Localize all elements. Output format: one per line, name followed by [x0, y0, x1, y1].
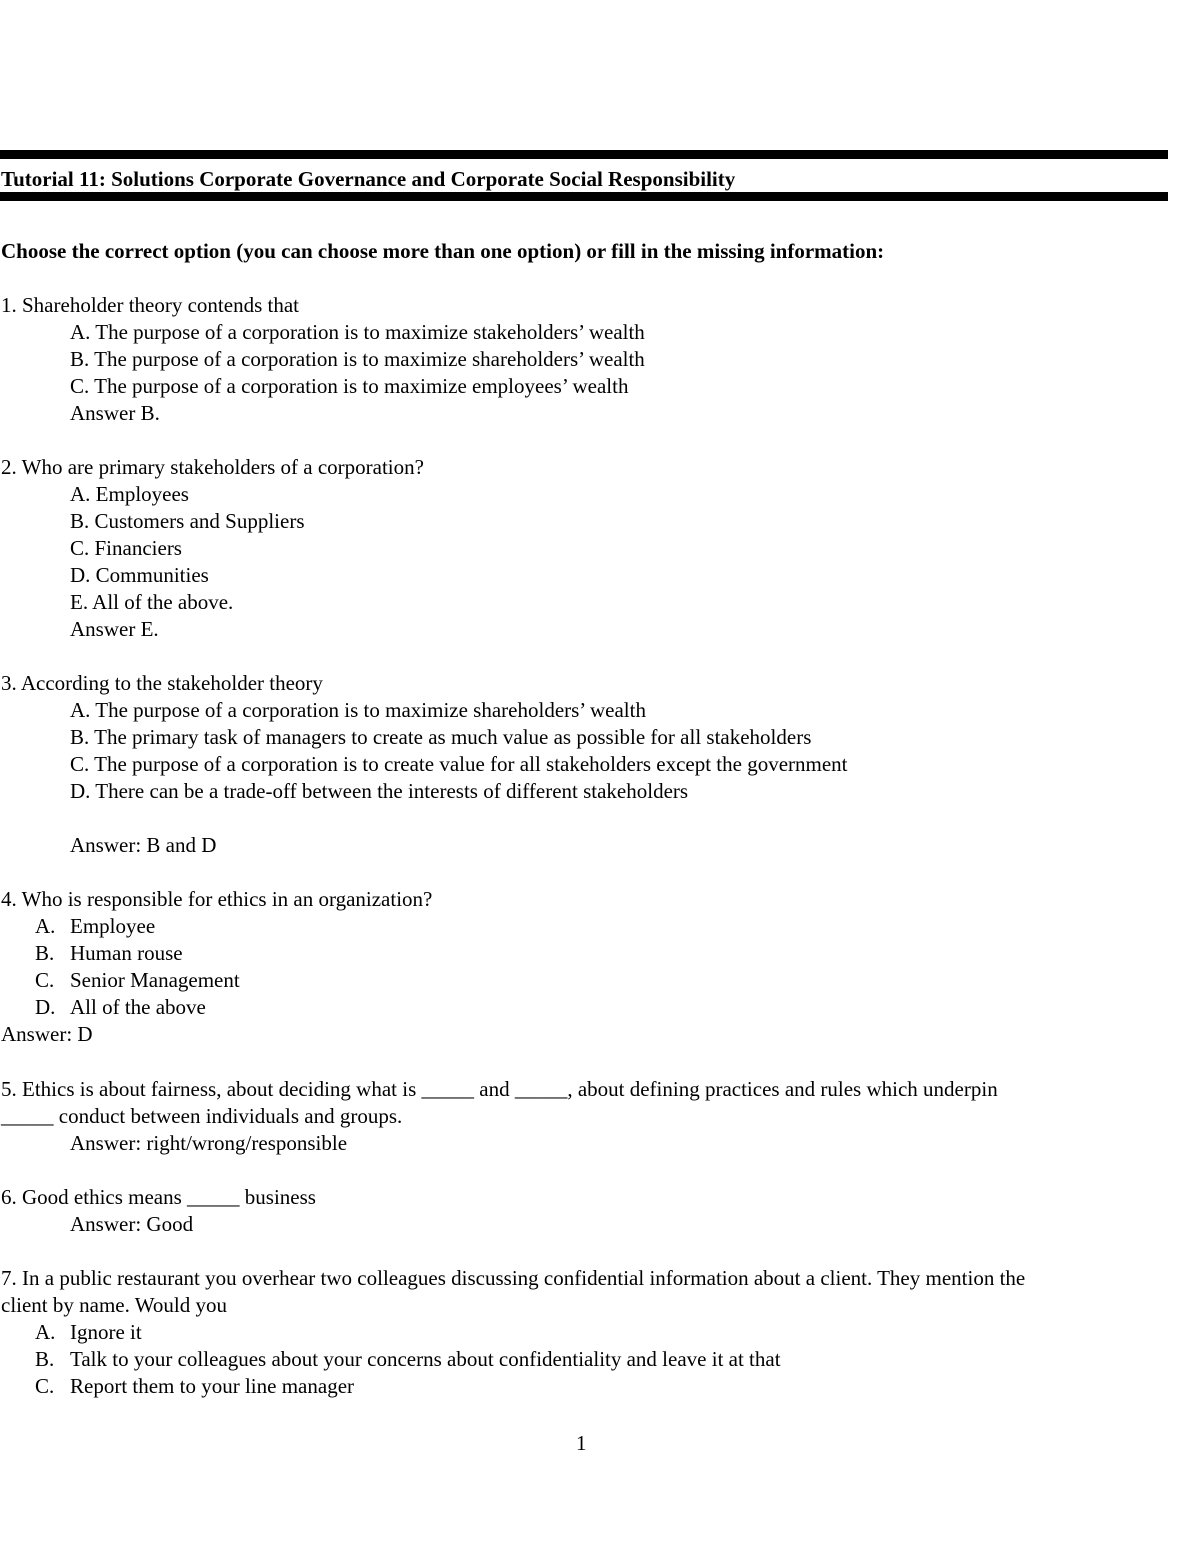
question-4-option-b-letter: B.	[35, 941, 55, 965]
question-6-answer: Answer: Good	[70, 1212, 194, 1236]
question-7-option-c-letter: C.	[35, 1374, 55, 1398]
question-2-option-e: E. All of the above.	[70, 590, 234, 614]
question-1-prompt: 1. Shareholder theory contends that	[1, 293, 299, 317]
question-7-option-b-text: Talk to your colleagues about your concerns about confidentiality and leave it at that	[70, 1347, 781, 1371]
question-7-option-c-text: Report them to your line manager	[70, 1374, 355, 1398]
question-3-option-c: C. The purpose of a corporation is to create value for all stakeholders except the government	[70, 752, 848, 776]
question-4-option-c-text: Senior Management	[70, 968, 240, 992]
question-2-answer: Answer E.	[70, 617, 159, 641]
question-5-prompt-line-1: 5. Ethics is about fairness, about deciding what is _____ and _____, about defining practices and rules which underpin	[1, 1077, 998, 1101]
question-2-option-b: B. Customers and Suppliers	[70, 509, 305, 533]
question-5-answer: Answer: right/wrong/responsible	[70, 1131, 348, 1155]
question-4-option-a-text: Employee	[70, 914, 156, 938]
question-4-option-d-letter: D.	[35, 995, 56, 1019]
question-7-option-a-letter: A.	[35, 1320, 56, 1344]
question-4-option-b-text: Human rouse	[70, 941, 183, 965]
question-4-prompt: 4. Who is responsible for ethics in an organization?	[1, 887, 433, 911]
question-4-option-c-letter: C.	[35, 968, 55, 992]
question-2-option-a: A. Employees	[70, 482, 189, 506]
question-4-answer: Answer: D	[1, 1022, 93, 1046]
question-2-option-c: C. Financiers	[70, 536, 182, 560]
title-rule-top	[0, 150, 1168, 159]
question-7-prompt-line-2: client by name. Would you	[1, 1293, 227, 1317]
question-7-prompt-line-1: 7. In a public restaurant you overhear two colleagues discussing confidential information about a client. They mention the	[1, 1266, 1026, 1290]
document-title: Tutorial 11: Solutions Corporate Governance and Corporate Social Responsibility	[1, 167, 736, 191]
question-2-option-d: D. Communities	[70, 563, 209, 587]
question-3-option-d: D. There can be a trade-off between the interests of different stakeholders	[70, 779, 689, 803]
question-4-option-a-letter: A.	[35, 914, 56, 938]
question-1-option-c: C. The purpose of a corporation is to maximize employees’ wealth	[70, 374, 629, 398]
question-2-prompt: 2. Who are primary stakeholders of a corporation?	[1, 455, 424, 479]
question-1-option-b: B. The purpose of a corporation is to maximize shareholders’ wealth	[70, 347, 645, 371]
question-3-option-b: B. The primary task of managers to create as much value as possible for all stakeholders	[70, 725, 812, 749]
title-rule-bottom	[0, 192, 1168, 201]
instructions: Choose the correct option (you can choose more than one option) or fill in the missing information:	[1, 239, 885, 263]
question-7-option-a-text: Ignore it	[70, 1320, 142, 1344]
question-1-option-a: A. The purpose of a corporation is to maximize stakeholders’ wealth	[70, 320, 645, 344]
question-4-option-d-text: All of the above	[70, 995, 206, 1019]
question-1-answer: Answer B.	[70, 401, 160, 425]
question-5-prompt-line-2: _____ conduct between individuals and groups.	[1, 1104, 403, 1128]
question-6-prompt: 6. Good ethics means _____ business	[1, 1185, 316, 1209]
page-number: 1	[576, 1431, 587, 1455]
question-3-answer: Answer: B and D	[70, 833, 217, 857]
question-3-prompt: 3. According to the stakeholder theory	[1, 671, 323, 695]
question-3-option-a: A. The purpose of a corporation is to maximize shareholders’ wealth	[70, 698, 646, 722]
question-7-option-b-letter: B.	[35, 1347, 55, 1371]
